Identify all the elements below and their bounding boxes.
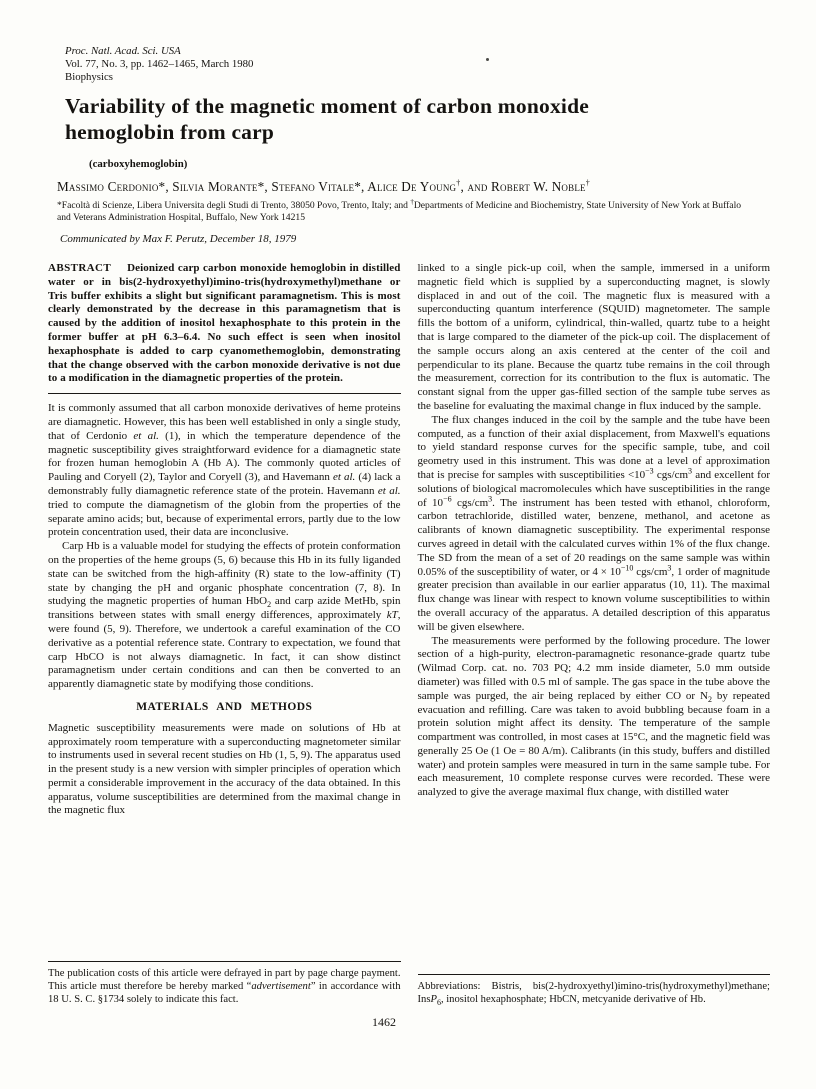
- right-column: [418, 262, 771, 1007]
- article-subtitle: (carboxyhemoglobin): [89, 158, 188, 170]
- left-column: [48, 262, 401, 1007]
- page-number: 1462: [372, 1015, 396, 1029]
- volume-line: Vol. 77, No. 3, pp. 1462–1465, March 1980: [65, 58, 254, 70]
- scan-speckle: [486, 58, 489, 61]
- section-heading-materials-and-methods: MATERIALS AND METHODS: [136, 700, 313, 713]
- article-title: Variability of the magnetic moment of carbon monoxide hemoglobin from carp: [65, 94, 589, 144]
- abstract-label: ABSTRACT: [48, 262, 112, 274]
- abbreviations-footnote: Abbreviations: Bistris, bis(2-hydroxyethyl)imino-tris(hydroxymethyl)methane; InsP$_6$, inositol hexaphosphate; HbCN, metcyanide derivative of Hb.: [417, 981, 770, 1008]
- masthead: [48, 45, 770, 245]
- abstract-divider: [48, 393, 401, 394]
- affiliation: *Facoltà di Scienze, Libera Universita degli Studi di Trento, 38050 Povo, Trento, Italy; and †Departments of Medicine and Biochemistry, State University of New York at Buffalo and Veterans Administration Hospital, Buffalo, New York 14215: [57, 197, 742, 223]
- publication-costs-footnote-block: [48, 961, 401, 1007]
- footnote-divider: [48, 961, 401, 962]
- two-column-body: [48, 262, 770, 1007]
- communicated-line: Communicated by Max F. Perutz, December 18, 1979: [60, 233, 297, 245]
- methods-paragraph-1: Magnetic susceptibility measurements were made on solutions of Hb at approximately room temperature with a superconducting magnetometer similar to instruments used in several recent studies on Hb (1, 5, 9). The apparatus used in the present study is a new version with simpler principles of operation which permit a considerable improvement in the accuracy of the data obtained. In this apparatus, volume susceptibilities are determined from the maximal change in the magnetic flux: [48, 721, 401, 817]
- abstract-text: Deionized carp carbon monoxide hemoglobin in distilled water or in bis(2-hydroxyethyl)imino-tris(hydroxymethyl)methane or Tris buffer exhibits a slight but significant paramagnetism. This is most clearly demonstrated by the decrease in this paramagnetism that is caused by the addition of inositol hexaphosphate to this protein in the former buffer at pH 6.3–6.4. No such effect is seen when inositol hexaphosphate is added to carp cyanomethemoglobin, demonstrating that the change observed with the carbon monoxide derivative is not due to a modification in the diamagnetic properties of the protein.: [48, 262, 401, 385]
- intro-paragraph-2: Carp Hb is a valuable model for studying the effects of protein conformation on the properties of the heme groups (5, 6) because this Hb in its fully liganded state can be switched from the high-affinity (R) state to the low-affinity (T) state by changing the pH and organic phosphate concentration (7, 8). In studying the magnetic properties of human HbO$_2$ and carp azide MetHb, spin transitions between states with small energy differences, approximately kT, were found (5, 9). Therefore, we undertook a careful examination of the CO derivative as a potential reference state. Contrary to expectation, we found that carp HbCO is not always diamagnetic. In fact, it can show distinct paramagnetism under certain conditions and can then be converted to an apparently diamagnetic state by modifying those conditions.: [48, 540, 401, 691]
- publication-costs-footnote: The publication costs of this article were defrayed in part by page charge payment. This article must therefore be hereby marked “advertisement” in accordance with 18 U. S. C. §1734 solely to indicate this fact.: [48, 968, 401, 1006]
- intro-paragraph-1: It is commonly assumed that all carbon monoxide derivatives of heme proteins are diamagnetic. However, this has been well established in only a single study, that of Cerdonio et al. (1), in which the temperature dependence of the magnetic susceptibility gives straightforward evidence for a diamagnetic state for frozen human hemoglobin A (Hb A). The commonly quoted articles of Pauling and Coryell (2), Taylor and Coryell (3), and Havemann et al. (4) lack a demonstrably fully diamagnetic reference state of the protein. Havemann et al. tried to compute the diamagnetism of the globin from the properties of the separate amino acids; but, because of experimental errors, partly due to the low protein concentration used, their data are inconclusive.: [48, 402, 401, 539]
- journal-info: [65, 45, 770, 84]
- journal-name: Proc. Natl. Acad. Sci. USA: [65, 45, 181, 57]
- footnote-divider: [418, 974, 771, 975]
- authors-line: Massimo Cerdonio*, Silvia Morante*, Stefano Vitale*, Alice De Young†, and Robert W. Noble†: [57, 178, 590, 194]
- methods-paragraph-3: The flux changes induced in the coil by the sample and the tube have been computed, as a function of their axial displacement, from Maxwell's equations to yield standard response curves for the specific sample, tube, and coil geometry used in this instrument. This was done at a level of approximation that is precise for samples with susceptibilities $<10^{-3}$ cgs/$cm^3$ and excellent for solutions of biological macromolecules which have susceptibilities in the range of $10^{-6}$ cgs/$cm^3$. The instrument has been tested with ethanol, chloroform, carbon tetrachloride, distilled water, benzene, methanol, and acetone as calibrants of known diamagnetic susceptibility. The experimental response curves agreed in detail with the calculated curves within 1% of the flux change. The SD from the mean of a set of 20 readings on the same sample was within 0.05% of the susceptibility of water, or $4 \times 10^{-10}$ cgs/$cm^3$, 1 order of magnitude greater precision than available in our earlier apparatus (10, 11). The maximal flux change was linear with respect to known volume susceptibilities to within the overall accuracy of the apparatus. A detailed description of this apparatus will be given elsewhere.: [417, 413, 770, 633]
- section-label: Biophysics: [65, 71, 113, 83]
- methods-paragraph-2: linked to a single pick-up coil, when the sample, immersed in a uniform magnetic field which is supplied by a superconducting magnet, is slowly displaced in and out of the coil. The magnetic flux is measured with a superconducting quantum interference (SQUID) magnetometer. The sample fills the bottom of a uniform, cylindrical, thin-walled, quartz tube to a height that is large compared to the diameter of the pick-up coil. The displacement of the sample occurs along an axis centered at the center of the coil and perpendicular to its plane. Because the quartz tube remains in the coil through the measurement, correction for its contribution to the flux is automatic. The constant signal from the upper gas-filled section of the sample tube serves as the baseline for evaluating the maximal change in flux induced by the sample.: [417, 262, 770, 412]
- methods-paragraph-4: The measurements were performed by the following procedure. The lower section of a high-purity, electron-paramagnetic resonance-grade quartz tube (Wilmad Corp. cat. no. 703 PQ; 4.2 mm inside diameter, 5.0 mm outside diameter) was filled with 0.5 ml of sample. The gas space in the tube above the sample was purged, the air being replaced by either CO or $N_2$ by repeated evacuation and refilling. Care was taken to avoid bubbling because foam in a protein solution might affect its density. The temperature of the sample compartment was controlled, in most cases at 15°C, and the magnetic field was generally 25 Oe (1 Oe = 80 A/m). Calibrants (in this study, buffers and distilled water) and protein samples were measured in turn in the same sample tube. For each measurement, 10 complete response curves were recorded. These were analyzed to give the average maximal flux change, with distilled water: [417, 634, 770, 799]
- abbreviations-footnote-block: [418, 974, 771, 1007]
- abstract-paragraph: [48, 262, 401, 386]
